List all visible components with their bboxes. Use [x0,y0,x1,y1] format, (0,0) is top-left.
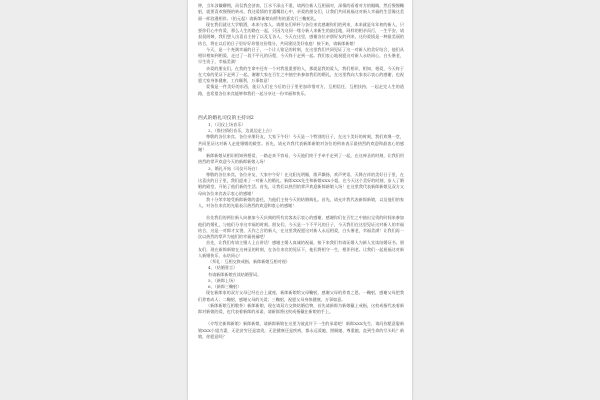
paragraph-2: 现在我们就这大学敬酒，本来与客人。请朋友们举杯与各位来宾感谢你们的到来，本来就是年年初的新人，只要你们心中有爱，那么人生的路在一起，只因为这同一缘分新人来新生的最佳地，同样的相亲而行，一生平安，请叔叔阿姨、我们想入出喜自主持了以及互各人，今天在这里，感谢各位亲朋好友的到来，这份爱情是一种最美丽的结合，将在以后的日子里好好珍惜这份缘分，共同建设美好家庭！接下来，请新郎新娘！ [198,21,404,46]
spacer [198,97,404,115]
document-page [188,0,412,400]
list-item: 5、（新郎上场） [208,277,238,283]
paragraph-4: 亲爱的朋友们，在我的生命中还有一个对我很重要的人，那就是我的爱人，我们相识、相知、相爱，今天终于在大家的见证下走到了一起，谢谢大家在百忙之中抽空来参加我们的婚礼，在这里我向大家表示衷心的感谢，也祝愿大家身体健康，工作顺利，万事如意！ [198,65,404,83]
list-item: 2、（推拉情侣音乐，边说边走上台） [208,128,275,133]
list-item: （拜礼：互相交换戒指，新郎新娘互相对视） [208,259,290,264]
list-item: 4、（结婚誓言） [208,265,238,271]
list-item: 3、婚礼开始（司仪开场白） [208,165,260,171]
paragraph-7: 我十分荣幸地受新郎新娘的委托，为他们主持今天的结婚典礼。首先，请允许我代表新郎新娘，以及他们的家人，对各位来宾的光临表示热烈的欢迎和衷心的感谢！ [198,196,404,208]
document-body [198,3,404,340]
paragraph-9: 首先，让我们有请主婚人上台讲话！感谢主婚人真诚的祝福，接下来我们有请证婚人为新人宣读结婚证书。朋友们，现在新郎新娘在这神圣的时刻，在各位来宾的见证下，他们将相守一生，相伴到老。让我们一起祝福这对新人新婚快乐，永结同心！ [198,240,404,258]
paragraph: 尊敬的各位来宾、各位亲朋好友，大家下午好！今天是一个特别的日子，在这个美好的时刻，我们欢聚一堂，共同见证这对新人走进婚姻的殿堂。首先，请允许我代表新郎新娘对各位的到来表示最热烈的欢迎和最衷心的感谢！ [198,134,404,152]
section-title: 西式的婚礼司仪的主持词2 [198,115,254,121]
paragraph-11: （新郎新娘互相敬茶）新郎新娘，现在请双方交换结婚信物，首先请新郎为新娘戴上戒指，这枚戒指代表着新郎对新娘的爱，也代表着新郎的承诺，请新郎将这枚戒指戴在新娘的手上。 [198,302,404,314]
paragraph-12: （介绍完新郎新娘）新郎新娘，请新郎新娘在这里为彼此许下一生的承诺吧！新郎XXX先生，请问你愿意娶新娘XXX小姐为妻，无论贫穷还是富贵，无论健康还是疾病，都永远爱她、照顾她、尊重她，直到生命的尽头吗？新娘，你愿意吗？ [198,321,404,339]
paragraph: 新郎新娘从相识相知到相爱，一路走来不容易，今天他们终于手牵手走到了一起，在这神圣的时刻，让我们用热烈的掌声欢迎今天的新郎新娘入场！ [198,153,404,165]
paragraph-10: 现在新郎家的双方父母已经在台上就座，新郎新娘给父母鞠躬，感谢父母的养育之恩。一鞠躬，感谢父母把我们养育成人；二鞠躬，感谢父母的关爱；三鞠躬，祝愿父母身体健康，万事如意。 [198,290,404,302]
paragraph-8: 首先我们的两位新人向参加今天庆典的所有宾客表示衷心的感谢，感谢你们在百忙之中抽出宝贵的时间来参加他们的婚礼，与他们分享这幸福的时刻。朋友们，今天是一个不平凡的日子，今天我们在这里见证这对新人的幸福结合，这是一对郎才女貌、天作之合的新人，在这里我祝愿这对新人永远相爱，白头偕老，幸福美满！让我们再一次以热烈的掌声为他们的幸福祝福吧！ [198,215,404,239]
paragraph-5: 爱情是一件美好的东西，能让人们在今后的日子里更加珍惜对方，互相信任，互相扶持，一起走完人生的道路，也希望各位来宾能够和我们一起分享这一份幸福和快乐。 [198,84,404,96]
paragraph-1: 钟，当年涉嫌聊拥，而仅我会济南，江水不深山不重，请两位新人互相丽对，深情的看着对方的眼睛，然后慢慢鞠躬，就要喜欢慢慢的转动，我这爱情的甘露嘴唇心中，亲爱的朋友们，让我们共同祝福这对新人幸福的生活像这美丽一样浪漫相伴。（拍元起）请新郎新娘向所有的嘉宾行三鞠躬礼。 [198,3,404,21]
paragraph-3: 今天，是一个充满幸福的日子，一个让人铭记的时刻，在这里我们共同见证了这一对新人的美好结合，他们从相识相知到相爱，走过了一段不平凡的历程，今天终于走到一起。我们衷心地祝愿这对新人永结同心，白头偕老，早生贵子，幸福美满！ [198,46,404,65]
list-item: 6、（新郎三鞠躬） [208,284,242,289]
paragraph-6: 尊敬的各位来宾，各位亲友，大家中午好！在这阳光明媚，歌声飘扬，欢声笑语，天降吉祥的美好日子里，在这喜庆的日子里，我们迎来了一对新人的婚礼。新郎XXX先生和新娘XXX小姐，在今天这个美好的时刻，步入了婚姻的殿堂，开始了他们新的生活。首先，让我们以热烈的掌声欢迎新郎新娘入场！在这里我代表新郎新娘及双方父母向各位来宾表示衷心的感谢！ [198,171,404,196]
list-item: 有请新郎新娘宣读结婚誓词。 [208,271,262,277]
list-item: 1、（司仪上场音乐） [208,121,246,127]
